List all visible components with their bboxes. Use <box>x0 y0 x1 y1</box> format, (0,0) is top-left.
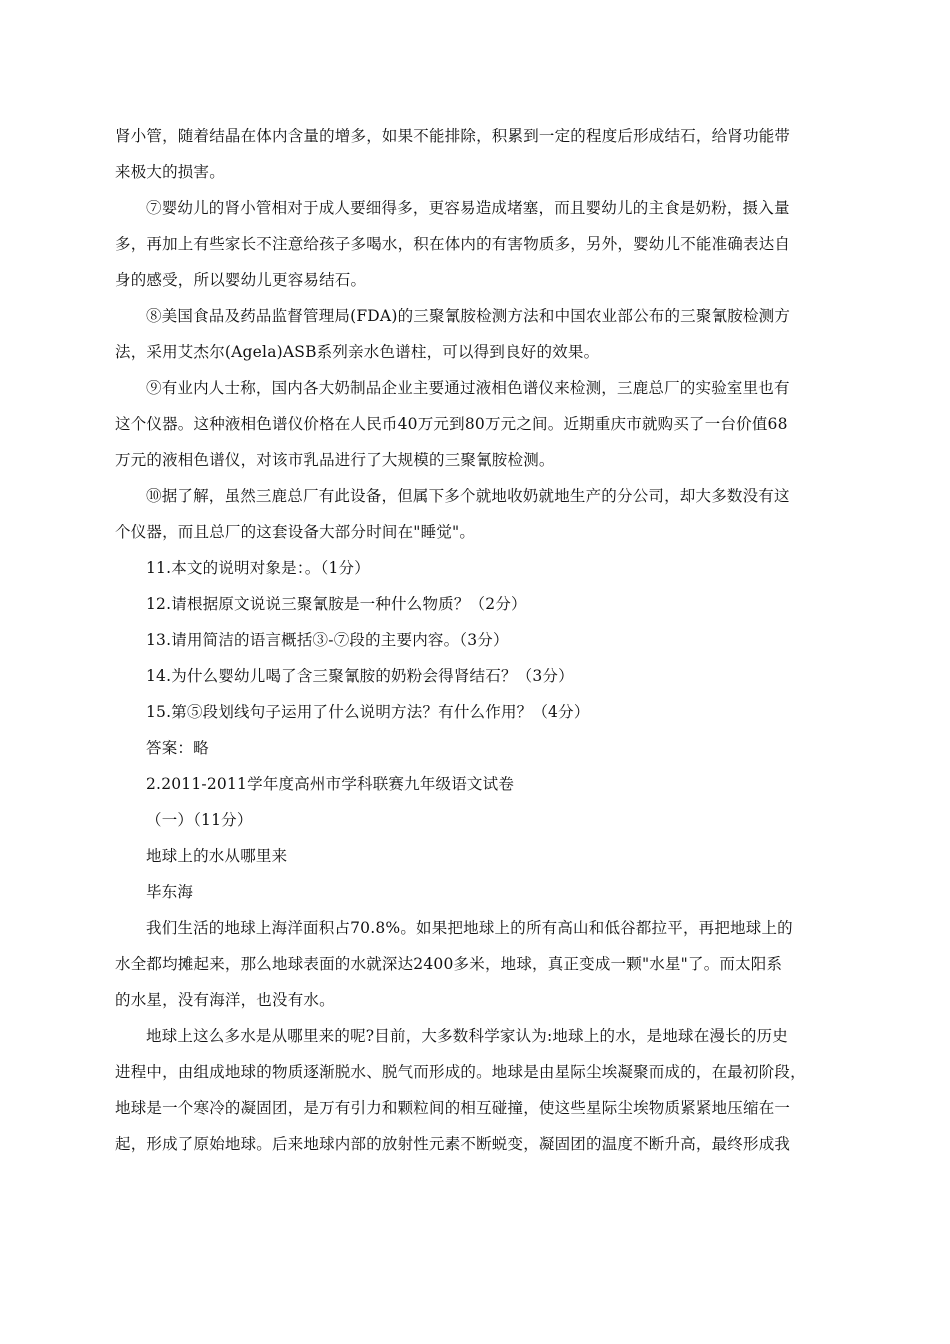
text-line: 多，再加上有些家长不注意给孩子多喝水，积在体内的有害物质多，另外，婴幼儿不能准确表达自 <box>115 235 791 253</box>
text-line: 毕东海 <box>146 883 194 901</box>
text-line: ⑧美国食品及药品监督管理局(FDA)的三聚氰胺检测方法和中国农业部公布的三聚氰胺检测方 <box>146 307 791 325</box>
text-line: 2.2011-2011学年度高州市学科联赛九年级语文试卷 <box>146 775 515 793</box>
text-line: 来极大的损害。 <box>115 163 225 181</box>
text-line: ⑩据了解，虽然三鹿总厂有此设备，但属下多个就地收奶就地生产的分公司，却大多数没有这 <box>146 487 790 505</box>
text-line: ⑨有业内人士称，国内各大奶制品企业主要通过液相色谱仪来检测，三鹿总厂的实验室里也有 <box>146 379 790 397</box>
text-line: 进程中，由组成地球的物质逐渐脱水、脱气而形成的。地球是由星际尘埃凝聚而成的，在最初阶段， <box>115 1063 806 1081</box>
text-line: 13.请用简洁的语言概括③-⑦段的主要内容。（3分） <box>146 631 509 649</box>
text-line: 肾小管，随着结晶在体内含量的增多，如果不能排除，积累到一定的程度后形成结石，给肾功能带 <box>115 127 791 145</box>
text-line: （一）（11分） <box>146 811 253 829</box>
text-line: 这个仪器。这种液相色谱仪价格在人民币40万元到80万元之间。近期重庆市就购买了一台价值68 <box>115 415 788 433</box>
text-line: 地球是一个寒冷的凝固团，是万有引力和颗粒间的相互碰撞，使这些星际尘埃物质紧紧地压缩在一 <box>115 1099 791 1117</box>
text-line: 12.请根据原文说说三聚氰胺是一种什么物质？（2分） <box>146 595 527 613</box>
text-line: 15.第⑤段划线句子运用了什么说明方法？有什么作用？（4分） <box>146 703 590 721</box>
text-line: 我们生活的地球上海洋面积占70.8%。如果把地球上的所有高山和低谷都拉平，再把地球上的 <box>146 919 793 937</box>
text-line: 身的感受，所以婴幼儿更容易结石。 <box>115 271 367 289</box>
document-body <box>115 118 835 1162</box>
text-line: 起，形成了原始地球。后来地球内部的放射性元素不断蜕变，凝固团的温度不断升高，最终形成我 <box>115 1135 791 1153</box>
text-line: 地球上的水从哪里来 <box>146 847 288 865</box>
text-line: 水全都均摊起来，那么地球表面的水就深达2400多米，地球，真正变成一颗"水星"了。而太阳系 <box>115 955 783 973</box>
text-line: 个仪器，而且总厂的这套设备大部分时间在"睡觉"。 <box>115 523 476 541</box>
text-line: 14.为什么婴幼儿喝了含三聚氰胺的奶粉会得肾结石？（3分） <box>146 667 574 685</box>
text-line: 11.本文的说明对象是：。（1分） <box>146 559 370 577</box>
text-line: 答案：略 <box>146 739 209 757</box>
text-line: 的水星，没有海洋，也没有水。 <box>115 991 335 1009</box>
text-line: 万元的液相色谱仪，对该市乳品进行了大规模的三聚氰胺检测。 <box>115 451 555 469</box>
text-line: 法，采用艾杰尔(Agela)ASB系列亲水色谱柱，可以得到良好的效果。 <box>115 343 600 361</box>
text-line: ⑦婴幼儿的肾小管相对于成人要细得多，更容易造成堵塞，而且婴幼儿的主食是奶粉，摄入量 <box>146 199 790 217</box>
text-line: 地球上这么多水是从哪里来的呢?目前，大多数科学家认为:地球上的水，是地球在漫长的历史 <box>146 1027 788 1045</box>
